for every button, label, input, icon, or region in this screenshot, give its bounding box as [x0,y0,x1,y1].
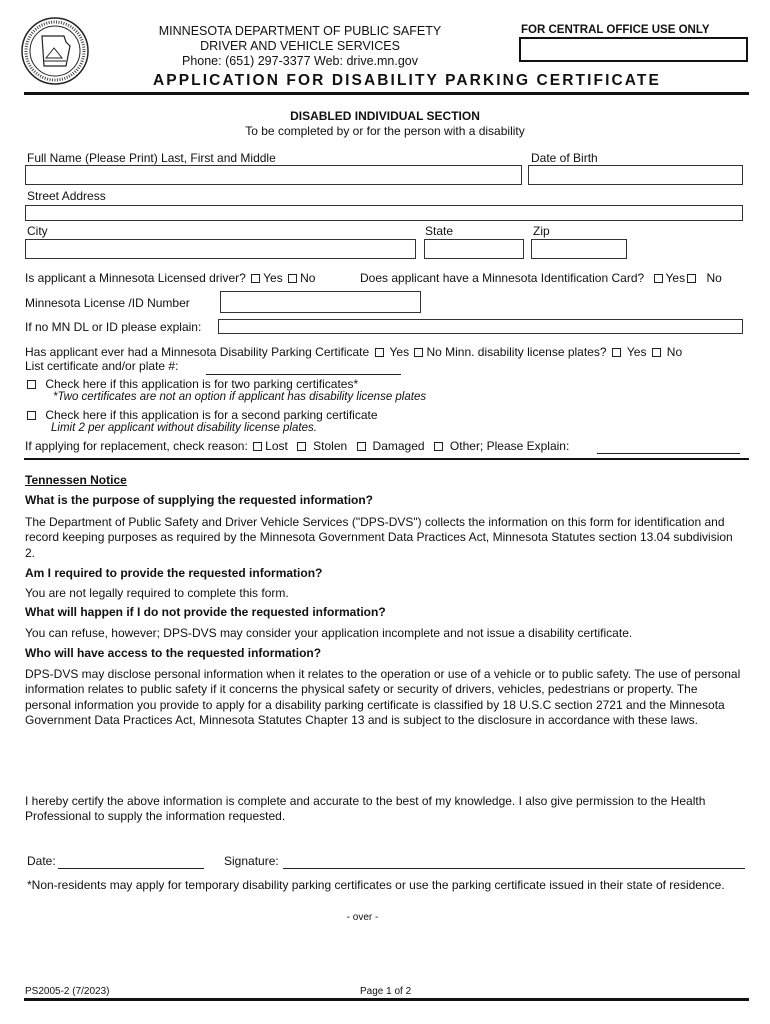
footer-divider [24,998,749,1001]
notice-answer-access: DPS-DVS may disclose personal information when it relates to the operation or use of a vehicle or to public safety. The use of personal information relates to public safety if it concerns the physical safety or security of drivers, vehicles, pedestrians or property. The personal information you provide to apply for a disability parking certificate is classified by 18 U.S.C section 2721 and the Minnesota Government Data Practices Act, Minnesota Statutes Chapter 13 and is subject to the disclosure in accordance with these laws. [25,667,741,727]
department-name: MINNESOTA DEPARTMENT OF PUBLIC SAFETY [158,24,442,38]
lost-label: Lost [265,439,288,453]
two-certificates-row [25,377,358,391]
second-certificate-note: Limit 2 per applicant without disability license plates. [51,422,317,434]
minn-plates-question: No Minn. disability license plates? [426,345,607,359]
signature-label: Signature: [224,854,279,868]
list-certificate-input[interactable] [206,374,401,375]
full-name-input[interactable] [25,165,522,185]
lost-checkbox[interactable] [253,442,262,451]
page-number: Page 1 of 2 [360,986,412,997]
had-cert-no-checkbox[interactable] [414,348,423,357]
full-name-label: Full Name (Please Print) Last, First and Middle [27,151,276,165]
notice-answer-purpose: The Department of Public Safety and Driver Vehicle Services ("DPS-DVS") collects the information on this form for identification and record keeping purposes as required by the Minnesota Government Data Practices Act, Minnesota Statutes section 13.04 subdivision 2. [25,515,733,560]
contact-info: Phone: (651) 297-3377 Web: drive.mn.gov [181,54,419,68]
non-residents-note: *Non-residents may apply for temporary disability parking certificates or use the parking certificate issued in their state of residence. [27,878,725,892]
notice-question-required: Am I required to provide the requested information? [25,566,323,580]
dob-input[interactable] [528,165,743,185]
dob-label: Date of Birth [531,151,598,165]
other-checkbox[interactable] [434,442,443,451]
notice-answer-required: You are not legally required to complete this form. [25,586,289,600]
form-title: APPLICATION FOR DISABILITY PARKING CERTIFICATE [153,72,661,89]
notice-question-purpose: What is the purpose of supplying the requested information? [25,493,374,507]
second-certificate-label: Check here if this application is for a second parking certificate [45,408,378,422]
date-label: Date: [27,854,56,868]
licensed-no-label: No [300,271,316,285]
section-subtitle: To be completed by or for the person with a disability [245,124,525,138]
over-indicator: - over - [346,912,379,923]
city-label: City [27,224,48,238]
id-card-yes-checkbox[interactable] [654,274,663,283]
second-certificate-row [25,408,378,422]
had-cert-yes-checkbox[interactable] [375,348,384,357]
two-certificates-label: Check here if this application is for two parking certificates* [45,377,359,391]
second-certificate-checkbox[interactable] [27,411,36,420]
office-use-box [519,37,748,62]
minnesota-state-seal-icon [20,14,90,88]
no-dl-input[interactable] [218,319,743,334]
certification-statement: I hereby certify the above information is complete and accurate to the best of my knowledge. I also give permission to the Health Professional to supply the information requested. [25,794,706,824]
plates-no-label: No [666,345,683,359]
licensed-no-checkbox[interactable] [288,274,297,283]
id-card-question: Does applicant have a Minnesota Identification Card? [360,271,645,285]
plates-yes-checkbox[interactable] [612,348,621,357]
notice-question-access: Who will have access to the requested information? [25,646,322,660]
licensed-driver-row [25,271,315,285]
state-label: State [425,224,454,238]
two-certificates-checkbox[interactable] [27,380,36,389]
licensed-yes-checkbox[interactable] [251,274,260,283]
replacement-row [25,439,569,453]
notice-question-consequence: What will happen if I do not provide the requested information? [25,605,386,619]
street-input[interactable] [25,205,743,221]
division-name: DRIVER AND VEHICLE SERVICES [200,39,400,53]
license-number-input[interactable] [220,291,421,313]
zip-label: Zip [533,224,550,238]
other-label: Other; Please Explain: [449,439,570,453]
id-card-no-checkbox[interactable] [687,274,696,283]
licensed-yes-label: Yes [263,271,283,285]
street-label: Street Address [27,189,106,203]
section-divider [24,458,749,460]
license-number-label: Minnesota License /ID Number [25,296,190,310]
title-divider [24,92,749,95]
state-input[interactable] [424,239,524,259]
had-cert-yes-label: Yes [389,345,410,359]
office-use-label: FOR CENTRAL OFFICE USE ONLY [521,24,710,36]
form-number: PS2005-2 (7/2023) [25,986,110,997]
section-title: DISABLED INDIVIDUAL SECTION [290,109,480,123]
had-certificate-question: Has applicant ever had a Minnesota Disability Parking Certificate [25,345,370,359]
notice-answer-consequence: You can refuse, however; DPS-DVS may consider your application incomplete and not issue a disability certificate. [25,626,633,640]
no-dl-label: If no MN DL or ID please explain: [25,320,202,334]
other-explain-input[interactable] [597,453,740,454]
stolen-checkbox[interactable] [297,442,306,451]
notice-heading: Tennessen Notice [25,473,127,487]
city-input[interactable] [25,239,416,259]
two-certificates-note: *Two certificates are not an option if applicant has disability license plates [53,391,427,403]
had-certificate-row [25,345,682,359]
licensed-driver-question: Is applicant a Minnesota Licensed driver? [25,271,246,285]
damaged-label: Damaged [372,439,425,453]
plates-no-checkbox[interactable] [652,348,661,357]
stolen-label: Stolen [313,439,348,453]
zip-input[interactable] [531,239,627,259]
id-card-no-label: No [706,271,722,285]
replacement-label: If applying for replacement, check reason: [25,439,248,453]
plates-yes-label: Yes [626,345,647,359]
date-input[interactable] [58,868,204,869]
list-certificate-label: List certificate and/or plate #: [25,359,179,373]
id-card-row [360,271,722,285]
signature-input[interactable] [283,868,745,869]
damaged-checkbox[interactable] [357,442,366,451]
id-card-yes-label: Yes [665,271,686,285]
